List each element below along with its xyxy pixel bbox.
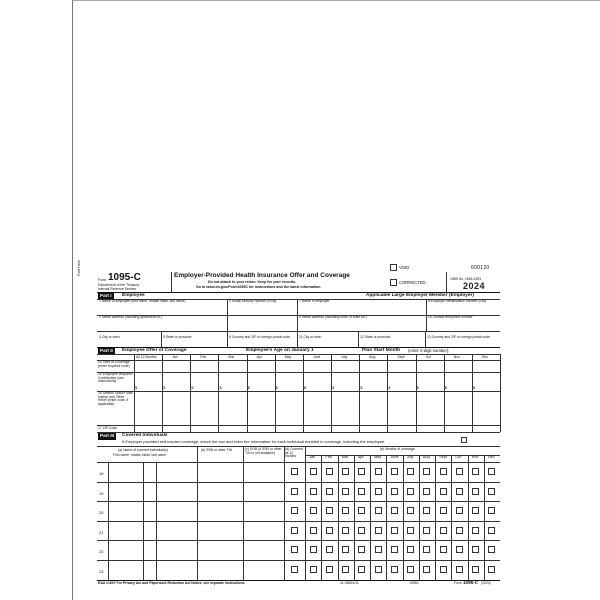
p3-row-19-all12-checkbox[interactable] [291,488,298,495]
p2-vline-10 [416,354,417,432]
p3-row-19-month-10-checkbox[interactable] [456,488,463,495]
p3-row-22-month-1-checkbox[interactable] [310,546,317,553]
p2-vline-7 [331,354,335,432]
p3-row-23-month-4-checkbox[interactable] [358,566,365,573]
p3-row-23-month-11-checkbox[interactable] [472,566,479,573]
p3-rowline-1 [97,482,500,483]
p2-vline-13 [500,354,501,432]
p3-row-20-month-11-checkbox[interactable] [472,507,479,514]
p2-month-may: May [284,355,292,359]
p3-col-a2: First name, middle initial, last name [113,453,167,457]
p3-row-19-month-11-checkbox[interactable] [472,488,479,495]
part2-label: Part II [100,348,113,353]
p3-col-d: (d) Covered all 12 months [285,447,303,459]
field-7-label: 7 Name of employer [299,299,330,303]
p2-month-apr: Apr [256,355,262,359]
p3-row-22-month-4-checkbox[interactable] [358,546,365,553]
p3-rowline-4 [97,540,500,541]
p3-row-23-month-9-checkbox[interactable] [440,566,447,573]
plan-start-hint: (enter 2-digit number): [408,348,450,353]
void-checkbox[interactable] [390,264,397,271]
p2-vline-9 [387,354,391,432]
p3-header-bottom [97,462,500,463]
row16-label: 16 Section 4980H Safe Harbor and Other Relief (enter code, if applicable) [98,391,133,407]
p3-row-21-month-9-checkbox[interactable] [440,527,447,534]
p3-monthline-6 [403,455,404,580]
row15-dollar-10: $ [416,385,419,390]
row15-dollar-6: $ [303,385,307,390]
p3-month-may: May [374,455,382,459]
p2-all12-label: All 12 Months [136,355,157,359]
p3-row-21-month-3-checkbox[interactable] [342,527,349,534]
p3-row-19-month-9-checkbox[interactable] [440,488,447,495]
p3-row-21-month-12-checkbox[interactable] [488,527,495,534]
p3-row-18-month-12-checkbox[interactable] [488,468,495,475]
p3-row-19-month-7-checkbox[interactable] [407,488,414,495]
p3-monthline-7 [419,455,420,580]
p1-v6 [425,331,426,347]
p3-row-20-month-5-checkbox[interactable] [375,507,382,514]
header-divider-1 [171,272,172,292]
p3-row-19-month-3-checkbox[interactable] [342,488,349,495]
p1-h2 [97,331,500,332]
p3-row-23-month-3-checkbox[interactable] [342,566,349,573]
self-insured-checkbox[interactable] [461,437,467,443]
p3-row-20-month-4-checkbox[interactable] [358,507,365,514]
p3-row-19-month-2-checkbox[interactable] [326,488,333,495]
part2-bar-bottom [97,354,500,355]
p3-month-mar: Mar [341,455,349,459]
field-8-label: 8 Employer identification number (EIN) [428,299,487,303]
footer-form-year: (2024) [481,581,491,585]
control-number: 600120 [471,265,490,271]
row15-dollar-4: $ [247,385,250,390]
p2-vline-4 [247,354,248,432]
part3-label: Part III [100,433,115,438]
p1-v1 [227,299,228,347]
p3-row-20-month-2-checkbox[interactable] [326,507,333,514]
p3-row-20-month-6-checkbox[interactable] [391,507,398,514]
row15-dollar-2: $ [191,385,194,390]
footer-form-number: 1095-C [463,580,479,585]
p3-row-22-month-9-checkbox[interactable] [440,546,447,553]
p2-hline-2 [97,391,500,392]
p3-row-18-month-2-checkbox[interactable] [326,468,333,475]
corrected-label: CORRECTED [399,280,426,285]
p2-vline-0 [134,354,138,432]
p3-row-num-20: 20 [99,510,104,516]
p3-monthline-4 [370,455,371,580]
corrected-checkbox[interactable] [390,279,397,286]
p3-row-21-month-11-checkbox[interactable] [472,527,479,534]
p3-row-21-all12-checkbox[interactable] [291,527,298,534]
p3-row-23-month-5-checkbox[interactable] [375,566,382,573]
p3-row-num-21: 21 [99,529,104,535]
p3-row-21-month-1-checkbox[interactable] [310,527,317,534]
part1-employer-title: Applicable Large Employer Member (Employer) [366,293,474,298]
p1-v2 [297,299,298,347]
p1-v5 [358,331,359,347]
p3-row-22-month-6-checkbox[interactable] [391,546,398,553]
row14-label: 14 Offer of Coverage (enter required code) [98,360,130,368]
dept-irs: Internal Revenue Service [98,287,137,291]
p3-row-20-month-12-checkbox[interactable] [488,507,495,514]
p3-monthline-9 [451,455,452,580]
p3-month-feb: Feb [325,455,332,459]
p3-row-22-month-11-checkbox[interactable] [472,546,479,553]
form-title: Employer-Provided Health Insurance Offer and Coverage [174,272,350,279]
p3-row-20-month-9-checkbox[interactable] [440,507,447,514]
part1-label: Part I [100,293,112,298]
row17-label: 17 ZIP Code [98,426,117,430]
p2-vline-11 [444,354,445,432]
p3-monthline-10 [468,455,469,580]
p2-month-feb: Feb [200,355,207,359]
p3-row-23-month-12-checkbox[interactable] [488,566,495,573]
p3-row-num-23: 23 [99,569,104,574]
p3-row-18-month-11-checkbox[interactable] [472,468,479,475]
p3-row-22-month-8-checkbox[interactable] [423,546,430,553]
fold-label: Fold Here [77,260,81,276]
p2-vline-3 [218,354,222,432]
p3-rowline-2 [97,501,500,502]
field-4-label: 4 City or town [99,335,120,339]
p3-month-july: July [406,455,414,459]
p3-row-19-month-1-checkbox[interactable] [310,488,317,495]
p3-row-18-month-1-checkbox[interactable] [310,468,317,475]
p3-month-oct: Oct [455,455,462,459]
field-5-label: 5 State or province [163,335,192,339]
p3-monthline-2 [338,455,339,580]
p3-row-18-month-10-checkbox[interactable] [456,468,463,475]
p2-month-dec: Dec [481,355,488,359]
p3-row-21-month-6-checkbox[interactable] [391,527,398,534]
p2-month-july: July [341,355,348,359]
row15-dollar-8: $ [360,385,363,390]
p3-row-20-month-1-checkbox[interactable] [310,507,317,514]
p3-row-23-month-6-checkbox[interactable] [391,566,398,573]
p3-row-20-month-7-checkbox[interactable] [407,507,414,514]
row15-dollar-1: $ [163,385,166,390]
p2-hline-3 [97,425,500,426]
age-title: Employee's Age on January 1 [246,348,314,353]
form-prefix: Form [98,278,106,282]
plan-start-title: Plan Start Month [362,348,401,353]
part3-title: Covered Individuals [122,433,168,438]
footer-form-prefix: Form [454,581,462,585]
p3-row-num-19: 19 [99,490,104,496]
p3-row-22-month-5-checkbox[interactable] [375,546,382,553]
p2-month-jan: Jan [172,355,178,359]
field-12-label: 12 State or province [360,335,391,339]
p3-row-18-month-7-checkbox[interactable] [407,468,414,475]
field-1-label: 1 Name of employee (first name, middle initial, last name) [99,299,186,303]
p2-month-nov: Nov [453,355,460,359]
field-13-label: 13 Country and ZIP or foreign postal code [427,335,490,339]
p2-vline-12 [472,354,476,432]
field-2-label: 2 Social security number (SSN) [229,299,277,303]
p3-row-22-month-7-checkbox[interactable] [407,546,414,553]
p3-row-19-month-8-checkbox[interactable] [423,488,430,495]
field-10-label: 10 Contact telephone number [428,315,473,319]
p2-month-sept: Sept [397,355,405,359]
p3-row-num-22: 22 [99,549,104,555]
p2-vline-8 [359,354,363,432]
p3-month-jan: Jan [309,455,316,459]
p2-vline-1 [162,354,166,432]
p3-row-22-all12-checkbox[interactable] [291,546,298,553]
field-11-label: 11 City or town [299,335,322,339]
row15-dollar-9: $ [388,385,391,390]
p3-row-21-month-7-checkbox[interactable] [407,527,414,534]
p3-row-18-month-5-checkbox[interactable] [375,468,382,475]
field-6-label: 6 Country and ZIP or foreign postal code [229,335,291,339]
part2-title: Employee Offer of Coverage [122,348,187,353]
p3-row-23-month-7-checkbox[interactable] [407,566,414,573]
p3-rowline-5 [97,560,500,561]
p2-hline-1 [97,372,500,373]
p3-row-20-month-10-checkbox[interactable] [456,507,463,514]
p3-month-dec: Dec [487,455,495,459]
instruction-line-1: Do not attach to your return. Keep for your records. [208,280,297,284]
header-divider-2 [446,272,447,292]
p3-monthline-5 [386,455,387,580]
p2-vline-5 [275,354,276,432]
p3-row-21-month-2-checkbox[interactable] [326,527,333,534]
p3-row-20-month-8-checkbox[interactable] [423,507,430,514]
p3-row-22-month-3-checkbox[interactable] [342,546,349,553]
p3-row-21-month-10-checkbox[interactable] [456,527,463,534]
p3-month-sept: Sept [439,455,447,459]
p3-monthline-3 [354,455,355,580]
p3-row-num-18: 18 [99,471,104,476]
p3-row-19-month-5-checkbox[interactable] [375,488,382,495]
p3-month-nov: Nov [471,455,479,459]
p3-month-apr: Apr [357,455,364,459]
p3-row-22-month-12-checkbox[interactable] [488,546,495,553]
p3-row-19-month-12-checkbox[interactable] [488,488,495,495]
field-9-label: 9 Street address (including room or suite no.) [299,315,367,319]
p2-hline-0 [97,360,500,361]
instruction-line-2: Go to www.irs.gov/Form1095C for instructions and the latest information. [196,285,322,289]
footer-cat: 41-06624/11 [340,581,359,585]
p1-v4 [161,331,162,347]
p3-col-c: (c) DOB (if SSN or other TIN is not available) [245,447,282,455]
part3-desc: If Employer provided self-insured coverage, check the box and enter the information for each individual enrolled in coverage, including the employee. [122,439,386,444]
row15-dollar-3: $ [219,385,222,390]
p2-hline-4 [97,432,500,433]
p3-row-19-month-4-checkbox[interactable] [358,488,365,495]
p2-vline-6 [303,354,307,432]
p3-row-19-month-6-checkbox[interactable] [391,488,398,495]
row15-dollar-0: $ [135,385,138,390]
row15-label: 15 Employee Required Contribution (see instructions) [98,372,133,384]
row15-dollar-5: $ [275,385,278,390]
p2-month-mar: Mar [228,355,235,359]
footer-code: 1095C [409,581,419,585]
p3-row-20-all12-checkbox[interactable] [291,507,298,514]
p3-row-21-month-8-checkbox[interactable] [423,527,430,534]
omb-number: OMB No. 1545-2251 [450,277,482,281]
p3-row-23-month-1-checkbox[interactable] [310,566,317,573]
footer-notice: RAA #1607 For Privacy Act and Paperwork Reduction Act Notice, see separate instructions. [98,581,246,585]
p3-row-23-all12-checkbox[interactable] [291,566,298,573]
p3-monthline-8 [435,455,436,580]
dept-treasury: Department of the Treasury [98,283,140,287]
p3-row-18-all12-checkbox[interactable] [291,468,298,475]
p3-rowline-3 [97,521,500,522]
p3-month-june: June [390,455,399,459]
p3-monthline-11 [484,455,485,580]
part1-title: Employee [122,293,145,298]
p3-col-e: (e) Months of coverage [380,447,415,451]
p2-month-oct: Oct [425,355,431,359]
p3-row-18-month-3-checkbox[interactable] [342,468,349,475]
p3-row-18-month-8-checkbox[interactable] [423,468,430,475]
p3-row-22-month-2-checkbox[interactable] [326,546,333,553]
form-number: 1095-C [108,272,141,283]
p3-row-23-month-2-checkbox[interactable] [326,566,333,573]
p3-row-18-month-6-checkbox[interactable] [391,468,398,475]
p3-row-23-month-8-checkbox[interactable] [423,566,430,573]
p3-col-b: (b) SSN or other TIN [201,448,233,452]
p3-monthline-1 [321,455,322,580]
p3-row-18-month-4-checkbox[interactable] [358,468,365,475]
p3-col-a: (a) Name of covered individual(s) [118,448,168,452]
row15-dollar-7: $ [332,385,335,390]
row15-dollar-11: $ [444,385,447,390]
p2-vline-2 [190,354,194,432]
p3-row-21-month-5-checkbox[interactable] [375,527,382,534]
p3-month-aug: Aug [422,455,430,459]
p3-row-20-month-3-checkbox[interactable] [342,507,349,514]
row15-dollar-12: $ [472,385,476,390]
void-label: VOID [399,265,410,270]
p2-month-june: June [313,355,321,359]
p3-row-22-month-10-checkbox[interactable] [456,546,463,553]
field-3-label: 3 Street address (including apartment no.) [99,315,163,319]
p3-row-21-month-4-checkbox[interactable] [358,527,365,534]
p3-row-23-month-10-checkbox[interactable] [456,566,463,573]
p3-row-18-month-9-checkbox[interactable] [440,468,447,475]
p2-month-aug: Aug [369,355,376,359]
tax-year: 2024 [463,281,486,291]
